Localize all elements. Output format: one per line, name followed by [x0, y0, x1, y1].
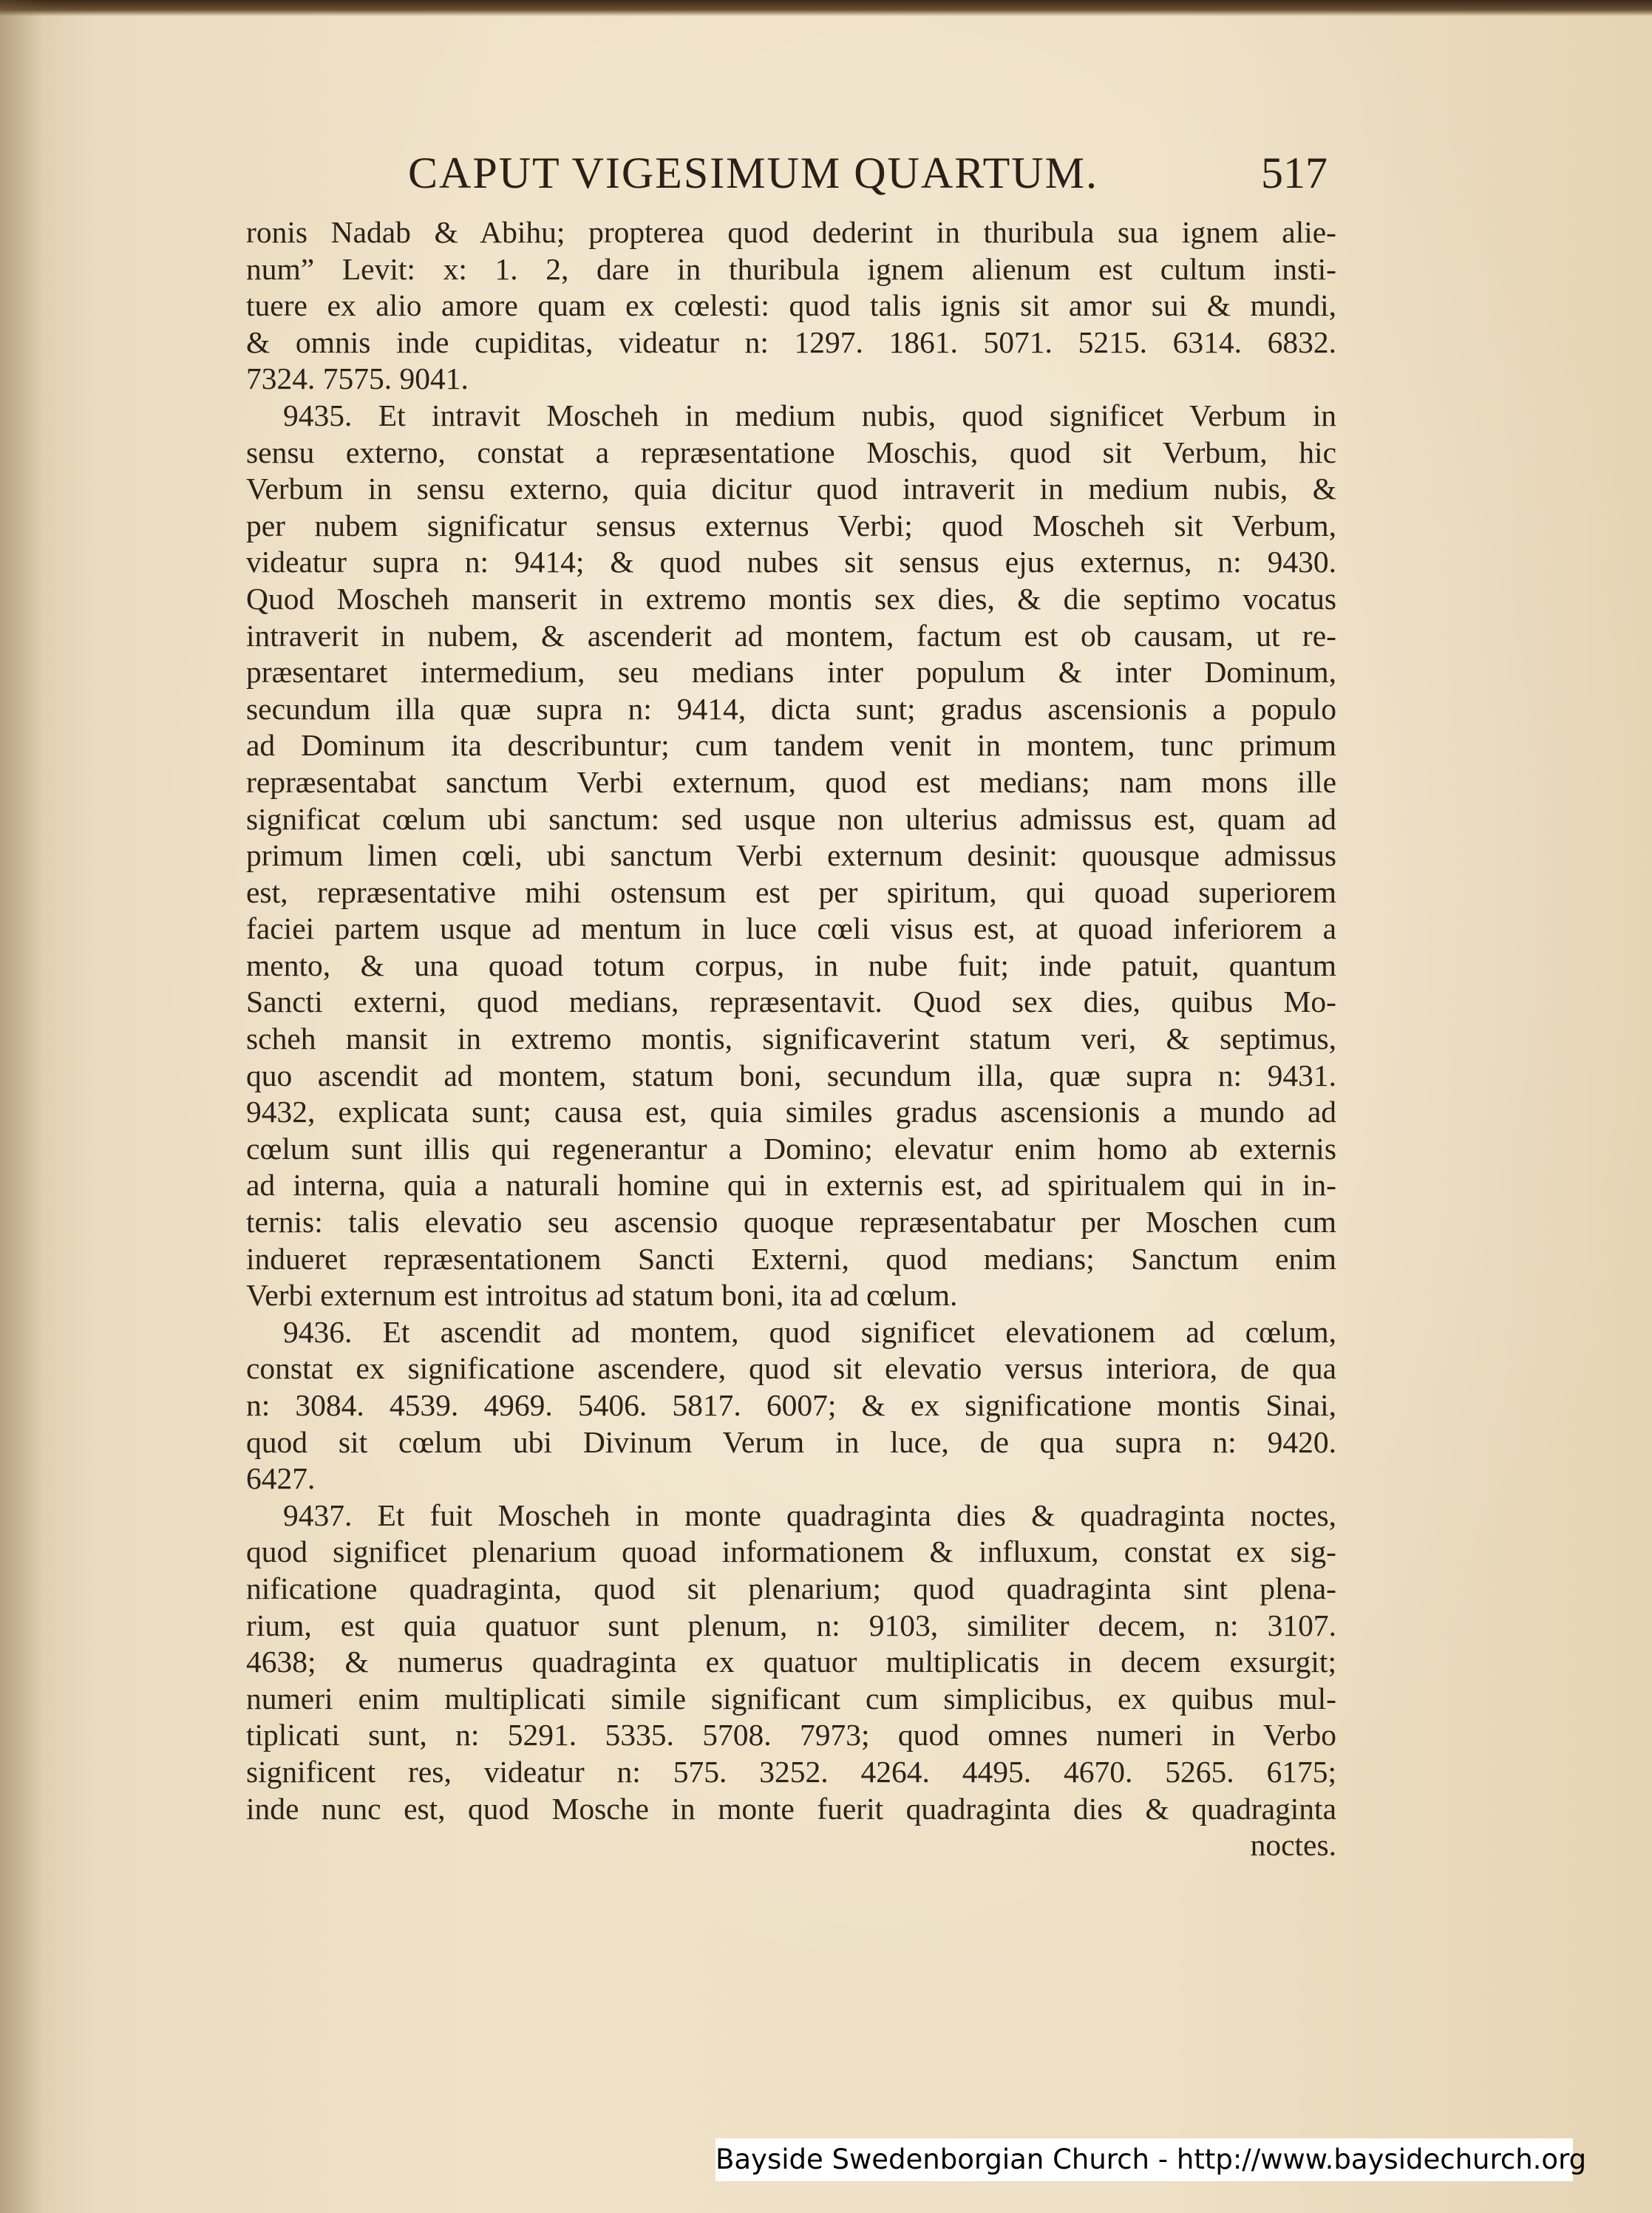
- text-line: 9432, explicata sunt; causa est, quia similes gradus ascensionis a mundo ad: [246, 1095, 1336, 1129]
- text-line: per nubem significatur sensus externus Verbi; quod Moscheh sit Verbum,: [246, 508, 1336, 543]
- body-text: [246, 214, 1336, 1864]
- text-line: constat ex significatione ascendere, quod sit elevatio versus interiora, de qua: [246, 1351, 1336, 1386]
- text-line: ronis Nadab & Abihu; propterea quod dederint in thuribula sua ignem alie-: [246, 215, 1336, 249]
- text-line: sensu externo, constat a repræsentatione Moschis, quod sit Verbum, hic: [246, 435, 1336, 469]
- text-line: n: 3084. 4539. 4969. 5406. 5817. 6007; & ex significatione montis Sinai,: [246, 1388, 1336, 1422]
- text-line: & omnis inde cupiditas, videatur n: 1297. 1861. 5071. 5215. 6314. 6832.: [246, 324, 1336, 359]
- text-line: rium, est quia quatuor sunt plenum, n: 9103, similiter decem, n: 3107.: [246, 1608, 1336, 1642]
- text-line: ternis: talis elevatio seu ascensio quoque repræsentabatur per Moschen cum: [246, 1205, 1336, 1240]
- running-head: CAPUT VIGESIMUM QUARTUM.: [408, 149, 1098, 197]
- text-line: Verbum in sensu externo, quia dicitur quod intraverit in medium nubis, &: [246, 472, 1336, 506]
- text-line: quod sit cœlum ubi Divinum Verum in luce, de qua supra n: 9420.: [246, 1424, 1336, 1459]
- text-line: 4638; & numerus quadraginta ex quatuor multiplicatis in decem exsurgit;: [246, 1645, 1336, 1679]
- text-line: 6427.: [246, 1461, 316, 1496]
- paragraph-9435-start: 9435. Et intravit Moscheh in medium nubis, quod significet Verbum in: [283, 398, 1336, 432]
- text-line: significat cœlum ubi sanctum: sed usque non ulterius admissus est, quam ad: [246, 801, 1336, 836]
- text-line: repræsentabat sanctum Verbi externum, quod est medians; nam mons ille: [246, 764, 1336, 799]
- text-line: secundum illa quæ supra n: 9414, dicta sunt; gradus ascensionis a populo: [246, 691, 1336, 726]
- text-line: indueret repræsentationem Sancti Externi, quod medians; Sanctum enim: [246, 1241, 1336, 1276]
- text-line: inde nunc est, quod Mosche in monte fuerit quadraginta dies & quadraginta: [246, 1791, 1336, 1826]
- text-line: præsentaret intermedium, seu medians inter populum & inter Dominum,: [246, 655, 1336, 690]
- text-line: 7324. 7575. 9041.: [246, 361, 469, 396]
- text-line: faciei partem usque ad mentum in luce cœli visus est, at quoad inferiorem a: [246, 911, 1336, 946]
- text-line: quo ascendit ad montem, statum boni, secundum illa, quæ supra n: 9431.: [246, 1058, 1336, 1092]
- text-line: intraverit in nubem, & ascenderit ad montem, factum est ob causam, ut re-: [246, 618, 1336, 653]
- text-line: videatur supra n: 9414; & quod nubes sit sensus ejus externus, n: 9430.: [246, 545, 1336, 579]
- text-line: significent res, videatur n: 575. 3252. 4264. 4495. 4670. 5265. 6175;: [246, 1754, 1336, 1789]
- paragraph-9436-start: 9436. Et ascendit ad montem, quod significet elevationem ad cœlum,: [283, 1314, 1336, 1349]
- text-line: tiplicati sunt, n: 5291. 5335. 5708. 7973; quod omnes numeri in Verbo: [246, 1718, 1336, 1753]
- text-line: cœlum sunt illis qui regenerantur a Domino; elevatur enim homo ab externis: [246, 1131, 1336, 1166]
- text-line: Quod Moscheh manserit in extremo montis sex dies, & die septimo vocatus: [246, 581, 1336, 616]
- text-line: mento, & una quoad totum corpus, in nube fuit; inde patuit, quantum: [246, 948, 1336, 982]
- page-number: 517: [1261, 149, 1328, 197]
- text-line: est, repræsentative mihi ostensum est per spiritum, qui quoad superiorem: [246, 874, 1336, 909]
- text-line: scheh mansit in extremo montis, significaverint statum veri, & septimus,: [246, 1021, 1336, 1056]
- text-line: primum limen cœli, ubi sanctum Verbi externum desinit: quousque admissus: [246, 838, 1336, 873]
- site-credit-watermark: Bayside Swedenborgian Church - http://www.baysidechurch.org: [715, 2138, 1573, 2181]
- text-line: tuere ex alio amore quam ex cœlesti: quod talis ignis sit amor sui & mundi,: [246, 288, 1336, 323]
- text-line: num” Levit: x: 1. 2, dare in thuribula ignem alienum est cultum insti-: [246, 251, 1336, 286]
- binding-shadow: [0, 0, 44, 2213]
- text-line: quod significet plenarium quoad informationem & influxum, constat ex sig-: [246, 1534, 1336, 1569]
- catchword-line: noctes.: [1250, 1828, 1336, 1863]
- text-line: numeri enim multiplicati simile significant cum simplicibus, ex quibus mul-: [246, 1681, 1336, 1716]
- book-edge-shadow: [0, 0, 1652, 16]
- text-line: Verbi externum est introitus ad statum boni, ita ad cœlum.: [246, 1278, 958, 1313]
- text-line: ad Dominum ita describuntur; cum tandem venit in montem, tunc primum: [246, 728, 1336, 763]
- text-line: nificatione quadraginta, quod sit plenarium; quod quadraginta sint plena-: [246, 1571, 1336, 1605]
- text-line: Sancti externi, quod medians, repræsentavit. Quod sex dies, quibus Mo-: [246, 985, 1336, 1019]
- text-line: ad interna, quia a naturali homine qui in externis est, ad spiritualem qui in in-: [246, 1168, 1336, 1203]
- paragraph-9437-start: 9437. Et fuit Moscheh in monte quadraginta dies & quadraginta noctes,: [283, 1498, 1336, 1532]
